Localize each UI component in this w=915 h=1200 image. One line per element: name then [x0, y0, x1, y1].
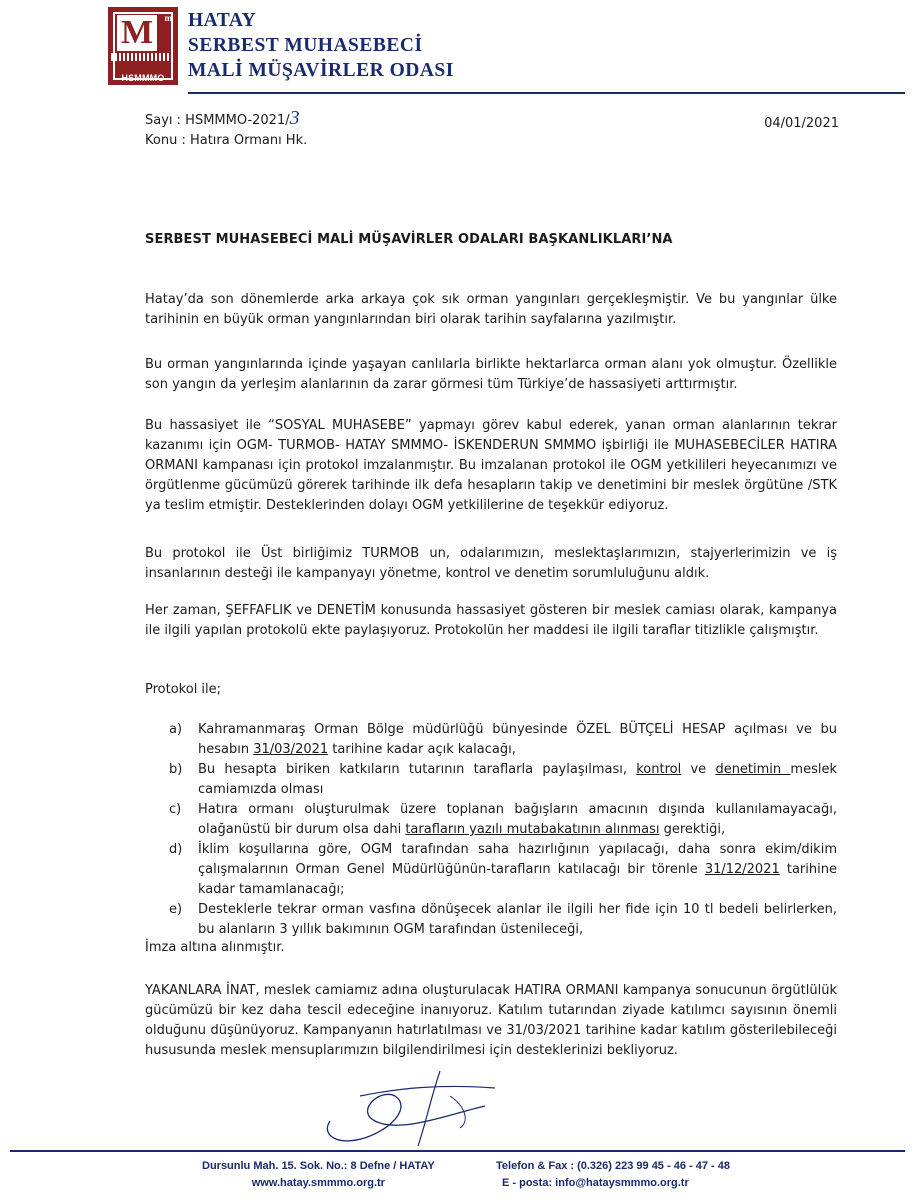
protocol-list	[145, 720, 837, 940]
sayi-line	[145, 108, 307, 131]
sayi-number: 3	[289, 107, 300, 129]
list-text: tarihine kadar açık kalacağı,	[328, 742, 516, 757]
footer-email: E - posta: info@hataysmmmo.org.tr	[502, 1177, 689, 1189]
logo-stripes	[111, 53, 175, 61]
list-label: d)	[169, 842, 183, 857]
logo-small-letter: m	[164, 13, 172, 23]
paragraph-3: Bu hassasiyet ile “SOSYAL MUHASEBE” yapmayı görev kabul ederek, yanan orman alanlarının tekrar kazanımı için OGM- TURMOB- HATAY SMMMO- İSKENDERUN SMMMO işbirliği ile MUHASEBECİLER HATIRA ORMANI kampanası için protokol imzalanmıştır. Bu imzalanan protokol ile OGM yetkilileri heyecanımızı ve örgütlenme gücümüzü görerek tarihinde ilk defa hesapların takip ve denetimini bir meslek örgütüne /STK ya teslim etmiştir. Desteklerinden dolayı OGM yetkililerine de teşekkür ediyoruz.	[145, 418, 837, 513]
list-text: Kahramanmaraş Orman Bölge müdürlüğü bünyesinde ÖZEL BÜTÇELİ HESAP açılması ve bu hesabın	[198, 722, 837, 757]
logo-letter: M	[117, 15, 157, 51]
underlined-date: 31/03/2021	[253, 742, 329, 757]
underlined-date: 31/12/2021	[704, 862, 780, 877]
paragraph-closing: YAKANLARA İNAT, meslek camiamız adına oluşturulacak HATIRA ORMANI kampanya sonucunun örgütlülük gücümüzü bir kez daha tescil edeceğine inanıyoruz. Katılım tutarından ziyade katılımcı sayısının önemli olduğunu düşünüyoruz. Kampanyanın hatırlatılması ve 31/03/2021 tarihine kadar katılım gösterilebileceği hususunda meslek mensuplarımızın bilgilendirilmesi için desteklerinizi bekliyoruz.	[145, 983, 837, 1058]
list-text: tarihine kadar tamamlanacağı;	[198, 862, 837, 897]
org-line-3: MALİ MÜŞAVİRLER ODASI	[188, 60, 454, 81]
list-item-a	[145, 720, 837, 760]
footer-divider	[10, 1150, 905, 1152]
list-label: a)	[169, 722, 183, 737]
list-text: ve	[681, 762, 716, 777]
footer-left	[202, 1158, 435, 1192]
list-text: Hatıra ormanı oluşturulmak üzere toplanan bağışların amacının dışında kullanılamayacağı, olağanüstü bir durum olsa dahi	[198, 802, 837, 837]
paragraph-1: Hatay’da son dönemlerde arka arkaya çok sık orman yangınları gerçekleşmiştir. Ve bu yangınlar ülke tarihinin en büyük orman yangınlarından biri olarak tarihin sayfalarına yazılmıştır.	[145, 292, 837, 327]
list-item-d	[145, 840, 837, 900]
org-line-2: SERBEST MUHASEBECİ	[188, 35, 423, 56]
list-text: İklim koşullarına göre, OGM tarafından saha hazırlığının yapılacağı, daha sonra ekim/dikim çalışmalarının Orman Genel Müdürlüğünün-tarafların katılacağı bir törenle	[198, 842, 837, 877]
paragraph-5: Her zaman, ŞEFFAFLIK ve DENETİM konusunda hassasiyet gösteren bir meslek camiası olarak, kampanya ile ilgili yapılan protokolü ekte paylaşıyoruz. Protokolün her maddesi ile ilgili taraflar titizlikle çalışmıştır.	[145, 603, 837, 638]
konu-line: Konu : Hatıra Ormanı Hk.	[145, 133, 308, 148]
list-item-c	[145, 800, 837, 840]
underlined-text: kontrol	[636, 762, 682, 777]
list-label: b)	[169, 762, 183, 777]
list-text: meslek camiamızda olması	[198, 762, 837, 797]
list-text: gerektiği,	[659, 822, 726, 837]
letter-date: 04/01/2021	[764, 116, 839, 131]
header-divider	[188, 92, 905, 94]
org-name	[188, 8, 454, 83]
list-item-b	[145, 760, 837, 800]
footer-website: www.hatay.smmmo.org.tr	[251, 1177, 385, 1189]
org-line-1: HATAY	[188, 10, 257, 31]
footer-right	[496, 1158, 730, 1192]
sayi-label: Sayı : HSMMMO-2021/	[145, 113, 290, 128]
list-text: Bu hesapta biriken katkıların tutarının taraflarla paylaşılması,	[198, 762, 637, 777]
list-item-e	[145, 900, 837, 940]
list-text: Desteklerle tekrar orman vasfına dönüşecek alanlar ile ilgili her fide için 10 tl bedeli belirlerken, bu alanların 3 yıllık bakımının OGM tarafından üstenileceği,	[198, 902, 837, 937]
hsmmmo-logo	[108, 7, 178, 85]
underlined-text: denetimin	[715, 762, 791, 777]
recipient-heading: SERBEST MUHASEBECİ MALİ MÜŞAVİRLER ODALARI BAŞKANLIKLARI’NA	[145, 232, 673, 247]
logo-text: HSMMMO	[121, 73, 165, 83]
imza-line: İmza altına alınmıştır.	[145, 940, 285, 955]
letter-meta	[145, 108, 307, 151]
signature	[300, 1066, 520, 1156]
underlined-text: tarafların yazılı mutabakatının alınması	[405, 822, 660, 837]
protocol-intro: Protokol ile;	[145, 682, 222, 697]
footer-phone: Telefon & Fax : (0.326) 223 99 45 - 46 - 47 - 48	[496, 1160, 730, 1172]
footer-address: Dursunlu Mah. 15. Sok. No.: 8 Defne / HATAY	[202, 1160, 435, 1172]
list-label: e)	[169, 902, 183, 917]
paragraph-4: Bu protokol ile Üst birliğimiz TURMOB un, odalarımızın, meslektaşlarımızın, stajyerlerimizin ve iş insanlarının desteği ile kampanyayı yönetme, kontrol ve denetim sorumluluğunu aldık.	[145, 546, 837, 581]
paragraph-2: Bu orman yangınlarında içinde yaşayan canlılarla birlikte hektarlarca orman alanı yok olmuştur. Özellikle son yangın da yerleşim alanlarının da zarar görmesi tüm Türkiye’de hassasiyeti arttırmıştır.	[145, 357, 837, 392]
list-label: c)	[169, 802, 182, 817]
